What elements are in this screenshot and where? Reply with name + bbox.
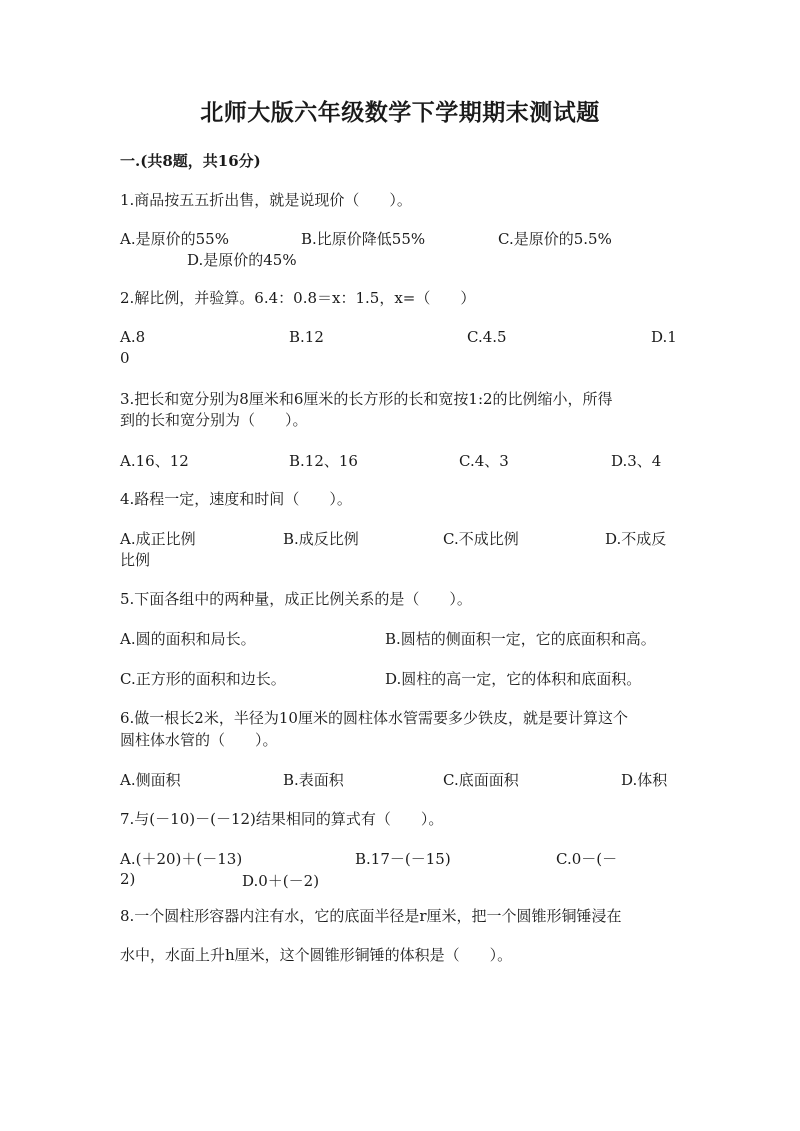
q7-option-c: C.0－(－ — [556, 850, 618, 868]
q2-option-d: D.1 — [651, 328, 677, 346]
q5-option-d: D.圆柱的高一定，它的体积和底面积。 — [385, 670, 642, 688]
q6-option-d: D.体积 — [621, 771, 668, 789]
q5-option-a: A.圆的面积和局长。 — [120, 630, 256, 648]
question-8-stem-line2: 水中，水面上升h厘米，这个圆锥形铜锤的体积是（ ）。 — [120, 946, 513, 964]
q5-option-b: B.圆桔的侧面积一定，它的底面积和高。 — [385, 630, 656, 648]
q7-option-c-wrap: 2) — [120, 870, 136, 888]
q4-option-d-wrap: 比例 — [120, 551, 151, 569]
q7-option-d: D.0＋(－2) — [242, 872, 320, 890]
q7-option-a: A.(＋20)＋(－13) — [120, 850, 243, 868]
page-title: 北师大版六年级数学下学期期末测试题 — [200, 99, 600, 126]
q4-option-b: B.成反比例 — [283, 530, 359, 548]
q6-option-c: C.底面面积 — [443, 771, 519, 789]
q6-option-b: B.表面积 — [283, 771, 344, 789]
q3-option-d: D.3、4 — [611, 452, 662, 470]
q4-option-d: D.不成反 — [605, 530, 667, 548]
question-1-stem: 1.商品按五五折出售，就是说现价（ ）。 — [120, 191, 412, 209]
q3-option-a: A.16、12 — [120, 452, 189, 470]
question-6-stem-line1: 6.做一根长2米，半径为10厘米的圆柱体水管需要多少铁皮，就是要计算这个 — [120, 709, 628, 727]
question-7-stem: 7.与(－10)－(－12)结果相同的算式有（ ）。 — [120, 810, 444, 828]
q1-option-a: A.是原价的55% — [120, 230, 229, 248]
q2-option-c: C.4.5 — [467, 328, 507, 346]
q1-option-d: D.是原价的45% — [187, 251, 297, 269]
question-3-stem-line1: 3.把长和宽分别为8厘米和6厘米的长方形的长和宽按1:2的比例缩小，所得 — [120, 390, 613, 408]
q1-option-c: C.是原价的5.5% — [498, 230, 612, 248]
q2-option-b: B.12 — [289, 328, 324, 346]
q3-option-b: B.12、16 — [289, 452, 358, 470]
q6-option-a: A.侧面积 — [120, 771, 181, 789]
q5-option-c: C.正方形的面积和边长。 — [120, 670, 286, 688]
question-2-stem: 2.解比例，并验算。6.4：0.8＝x：1.5，x=（ ） — [120, 289, 476, 307]
question-6-stem-line2: 圆柱体水管的（ ）。 — [120, 731, 278, 749]
q2-option-a: A.8 — [120, 328, 146, 346]
question-4-stem: 4.路程一定，速度和时间（ ）。 — [120, 490, 352, 508]
q4-option-c: C.不成比例 — [443, 530, 519, 548]
q1-option-b: B.比原价降低55% — [301, 230, 426, 248]
q2-option-d-wrap: 0 — [120, 349, 130, 367]
question-5-stem: 5.下面各组中的两种量，成正比例关系的是（ ）。 — [120, 590, 472, 608]
section-heading: 一.(共8题，共16分) — [120, 152, 261, 170]
q3-option-c: C.4、3 — [459, 452, 509, 470]
q7-option-b: B.17－(－15) — [355, 850, 451, 868]
q4-option-a: A.成正比例 — [120, 530, 196, 548]
question-3-stem-line2: 到的长和宽分别为（ ）。 — [120, 411, 308, 429]
question-8-stem-line1: 8.一个圆柱形容器内注有水，它的底面半径是r厘米，把一个圆锥形铜锤浸在 — [120, 907, 622, 925]
